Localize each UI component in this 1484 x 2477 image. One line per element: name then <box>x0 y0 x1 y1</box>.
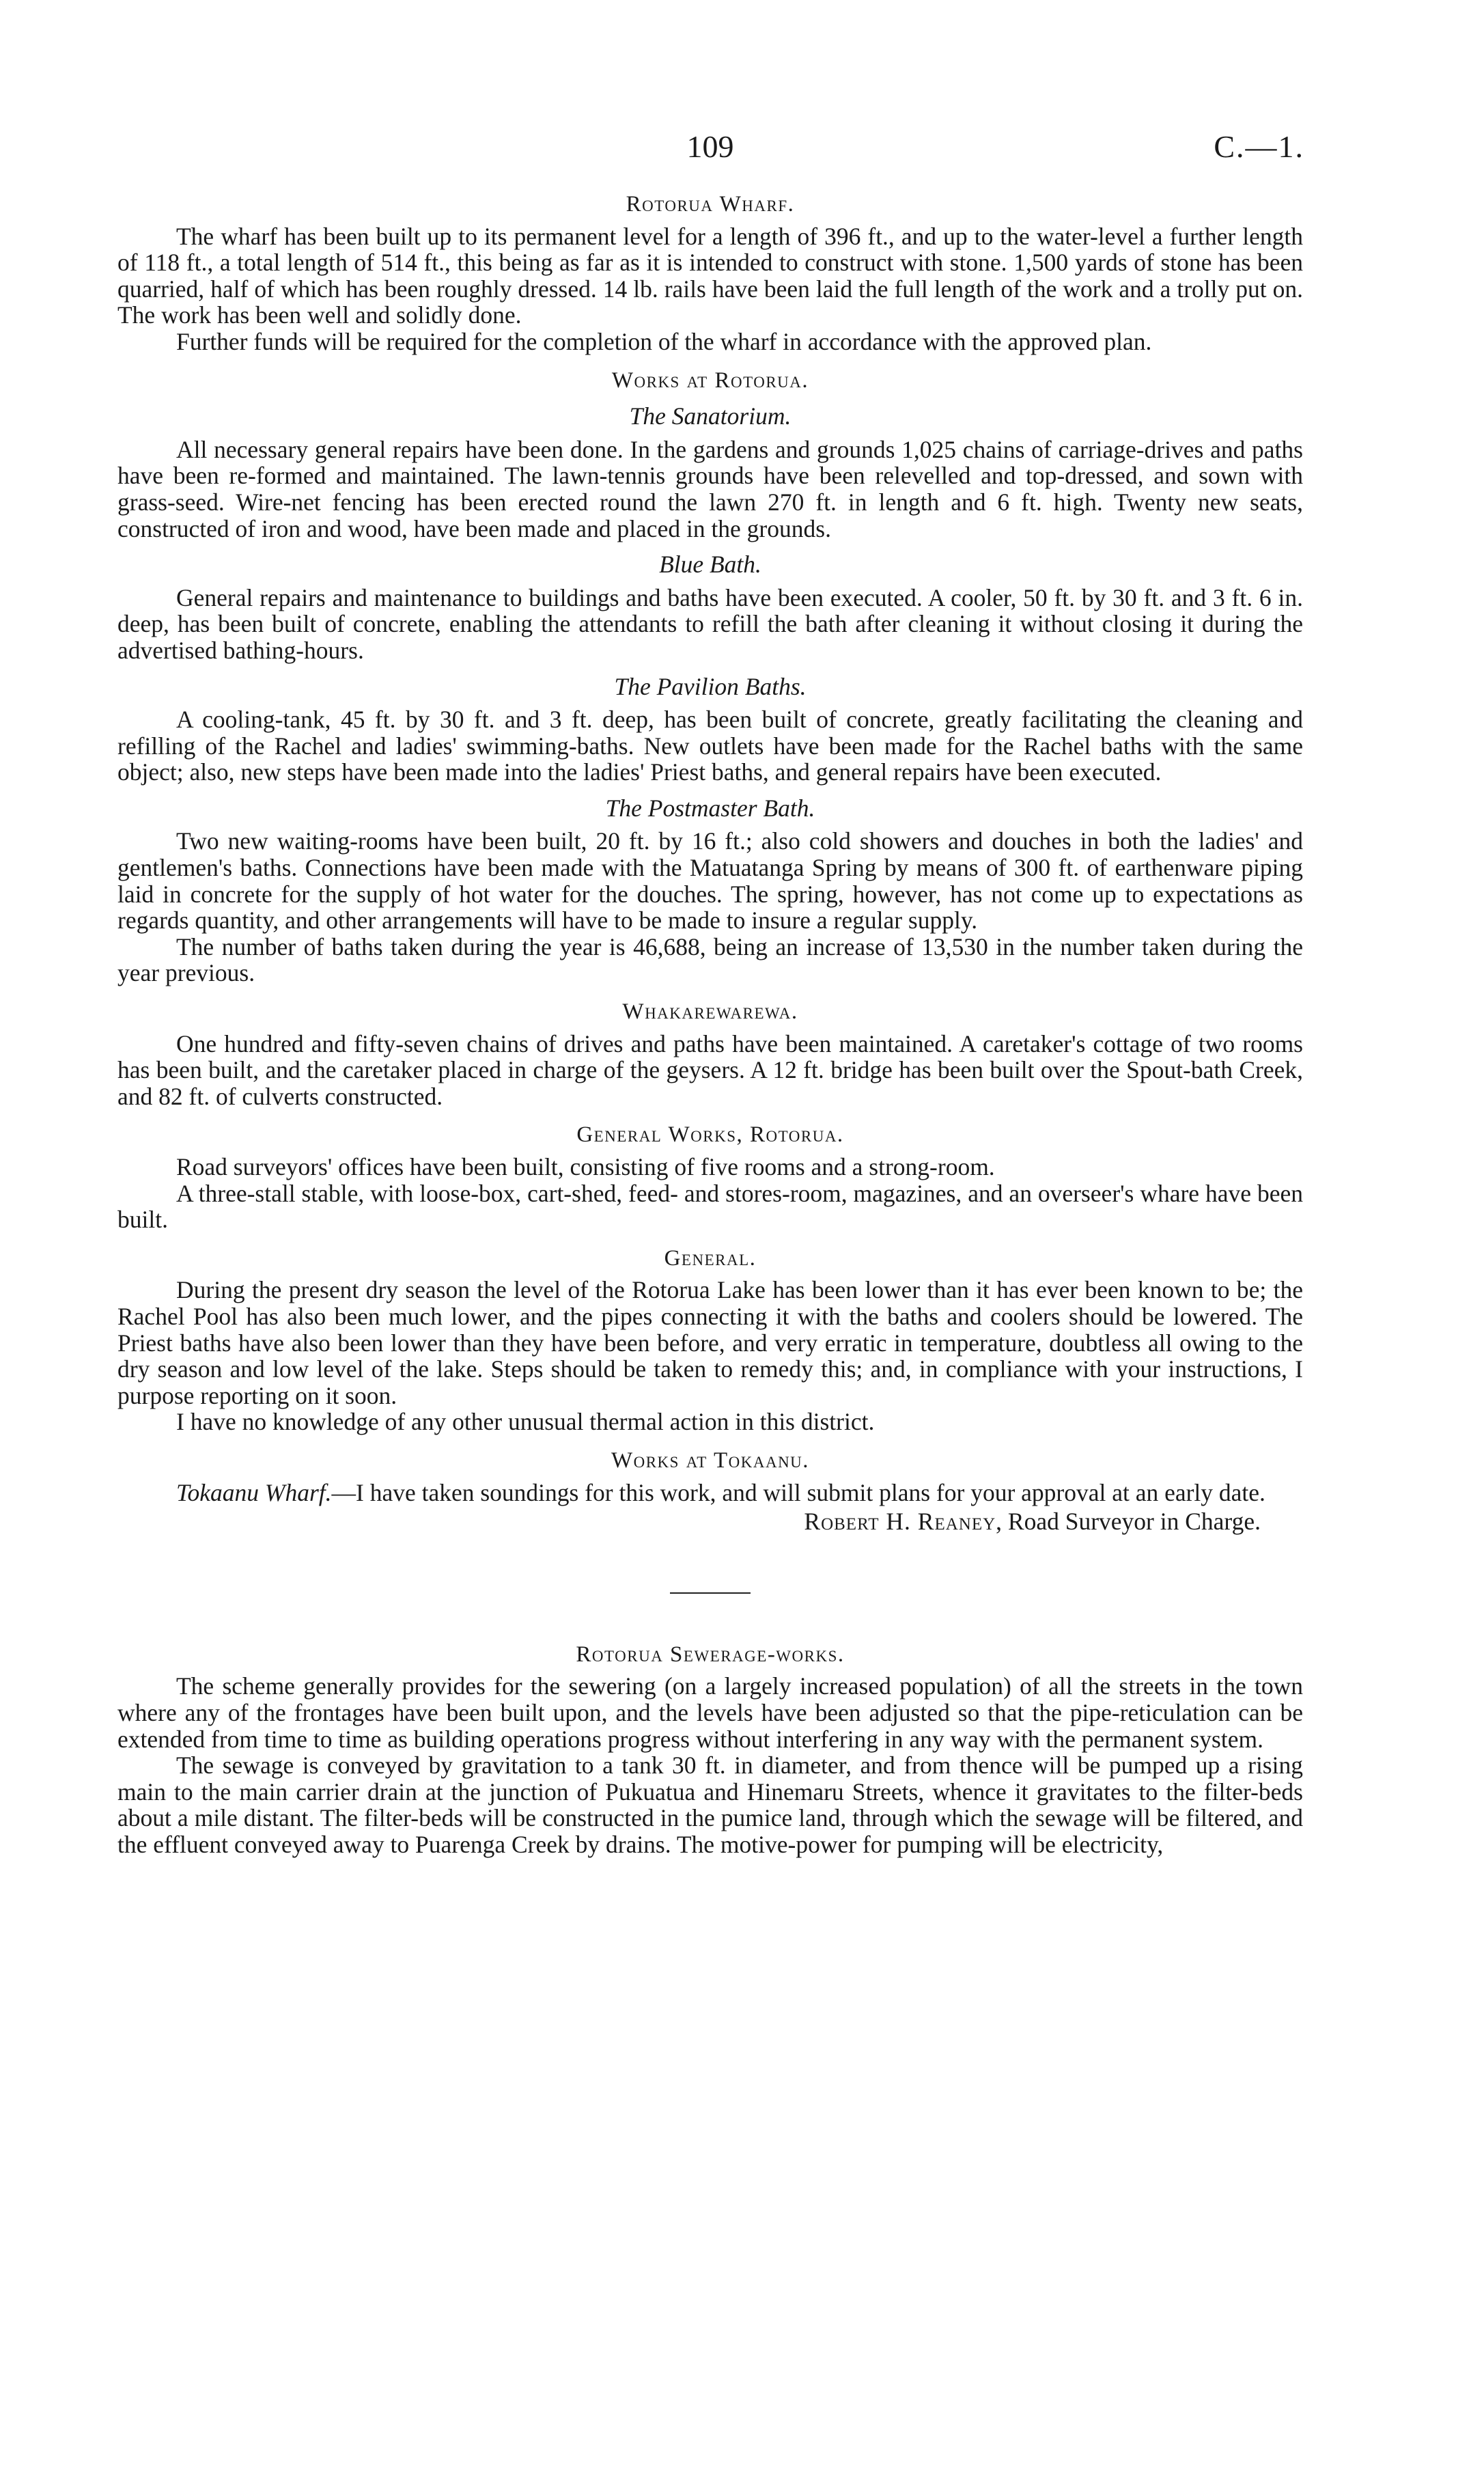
page-header <box>117 126 1303 174</box>
section-heading-rotorua-wharf: Rotorua Wharf. <box>626 192 795 217</box>
section-heading-sewerage-works: Rotorua Sewerage-works. <box>576 1642 845 1667</box>
page-body <box>117 191 1303 1857</box>
section-heading-general: General. <box>664 1245 757 1271</box>
signature-title: , Road Surveyor in Charge. <box>996 1508 1261 1536</box>
signature-name: Robert H. Reaney <box>804 1508 996 1536</box>
subheading-sanatorium: The Sanatorium. <box>629 402 792 430</box>
section-heading-works-at-rotorua: Works at Rotorua. <box>611 368 809 393</box>
paragraph: All necessary general repairs have been done. In the gardens and grounds 1,025 chains of carriage-drives and paths have been re-formed and maintained. The lawn-tennis grounds have been relevelled and top-dressed, and sown with grass-seed. Wire-net fencing has been erected round the lawn 270 ft. in length and 6 ft. high. Twenty new seats, constructed of iron and wood, have been made and placed in the grounds. <box>117 435 1303 542</box>
signature <box>117 1508 1303 1535</box>
section-heading-works-at-tokaanu: Works at Tokaanu. <box>611 1448 810 1473</box>
section-heading-whakarewarewa: Whakarewarewa. <box>622 999 798 1025</box>
paragraph: General repairs and maintenance to buildings and baths have been executed. A cooler, 50 ft. by 30 ft. and 3 ft. 6 in. deep, has been built of concrete, enabling the attendants to refill the bath after cleaning it without closing it during the advertised bathing-hours. <box>117 583 1303 664</box>
subheading-blue-bath: Blue Bath. <box>659 551 761 579</box>
subheading-postmaster-bath: The Postmaster Bath. <box>605 794 815 822</box>
paragraph: The wharf has been built up to its permanent level for a length of 396 ft., and up to the water-level a further length of 118 ft., a total length of 514 ft., this being as far as it is intended to construct with stone. 1,500 yards of stone has been quarried, half of which has been roughly dressed. 14 lb. rails have been laid the full length of the work and a trolly put on. The work has been well and solidly done. <box>117 222 1303 329</box>
section-divider <box>670 1592 751 1594</box>
paragraph: Two new waiting-rooms have been built, 20 ft. by 16 ft.; also cold showers and douches in both the ladies' and gentlemen's baths. Connections have been made with the Matuatanga Spring by means of 300 ft. of earthenware piping laid in concrete for the supply of hot water for the douches. The spring, however, has not come up to expectations as regards quantity, and other arrangements will have to be made to insure a regular supply. <box>117 827 1303 935</box>
paragraph <box>117 1480 1303 1506</box>
paragraph: I have no knowledge of any other unusual thermal action in this district. <box>176 1408 875 1436</box>
paragraph: The sewage is conveyed by gravitation to a tank 30 ft. in diameter, and from thence will be pumped up a rising main to the main carrier drain at the junction of Pukuatua and Hinemaru Streets, whence it gravitates to the filter-beds about a mile distant. The filter-beds will be constructed in the pumice land, through which the sewage will be filtered, and the effluent conveyed away to Puarenga Creek by drains. The motive-power for pumping will be electricity, <box>117 1752 1303 1858</box>
paragraph: Road surveyors' offices have been built, consisting of five rooms and a strong-room. <box>176 1153 995 1180</box>
tokaanu-wharf-lead: Tokaanu Wharf. <box>176 1478 332 1506</box>
page-reference: C.—1. <box>1214 129 1304 164</box>
paragraph: The scheme generally provides for the sewering (on a largely increased population) of all the streets in the town where any of the frontages have been built upon, and the levels have been adjusted so that the pipe-reticulation can be extended from time to time as building operations progress without interfering in any way with the permanent system. <box>117 1672 1303 1753</box>
paragraph: One hundred and fifty-seven chains of drives and paths have been maintained. A caretaker's cottage of two rooms has been built, and the caretaker placed in charge of the geysers. A 12 ft. bridge has been built over the Spout-bath Creek, and 82 ft. of culverts constructed. <box>117 1029 1303 1110</box>
paragraph: Further funds will be required for the completion of the wharf in accordance with the approved plan. <box>176 327 1152 355</box>
paragraph: A three-stall stable, with loose-box, cart-shed, feed- and stores-room, magazines, and an overseer's whare have been built. <box>117 1179 1303 1234</box>
paragraph: A cooling-tank, 45 ft. by 30 ft. and 3 ft. deep, has been built of concrete, greatly facilitating the cleaning and refilling of the Rachel and ladies' swimming-baths. New outlets have been made for the Rachel baths with the same object; also, new steps have been made into the ladies' Priest baths, and general repairs have been executed. <box>117 706 1303 786</box>
section-heading-general-works: General Works, Rotorua. <box>576 1122 844 1148</box>
subheading-pavilion-baths: The Pavilion Baths. <box>614 672 807 700</box>
paragraph: During the present dry season the level of the Rotorua Lake has been lower than it has ever been known to be; the Rachel Pool has also been much lower, and the pipes connecting it with the baths and coolers should be lowered. The Priest baths have also been lower than they have been before, and very erratic in temperature, doubtless all owing to the dry season and low level of the lake. Steps should be taken to remedy this; and, in compliance with your instructions, I purpose reporting on it soon. <box>117 1276 1303 1409</box>
tokaanu-text: —I have taken soundings for this work, and will submit plans for your approval at an early date. <box>331 1478 1265 1506</box>
page-number: 109 <box>686 129 734 164</box>
paragraph: The number of baths taken during the year is 46,688, being an increase of 13,530 in the number taken during the year previous. <box>117 932 1303 987</box>
